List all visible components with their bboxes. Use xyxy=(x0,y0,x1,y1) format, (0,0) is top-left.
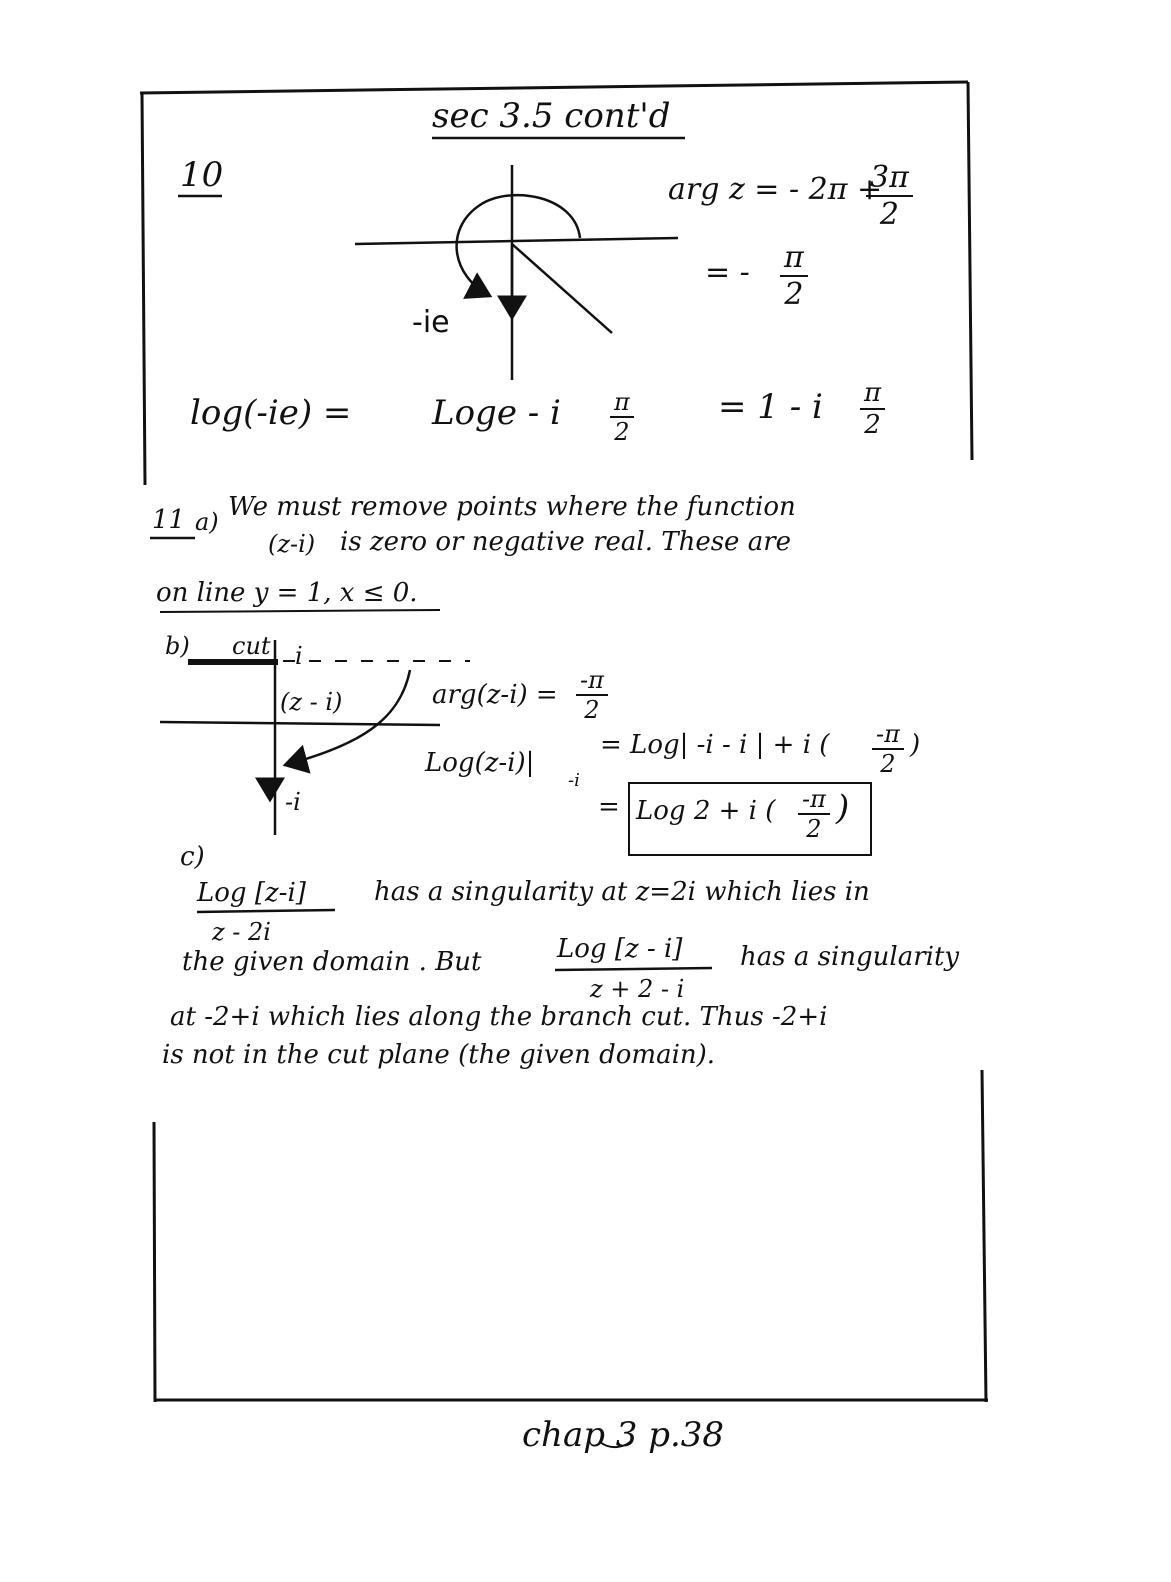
answer-box-fraction xyxy=(798,785,830,843)
arg-z-minus-i: arg(z-i) = xyxy=(432,680,558,710)
line-condition-underline xyxy=(160,610,440,612)
log-right-num: π xyxy=(860,378,885,410)
part-b-label: b) xyxy=(165,632,190,660)
part-a-line-2: is zero or negative real. These are xyxy=(340,527,792,557)
log-middle-fraction xyxy=(610,388,634,446)
arg-line-2: = - xyxy=(705,255,750,290)
log-middle-num: π xyxy=(610,388,634,418)
part-a-line-1: We must remove points where the function xyxy=(228,492,796,522)
point-label-minus-ie: -ie xyxy=(412,305,450,340)
c-fraction-1-num: Log [z-i] xyxy=(197,878,306,908)
part-c-line-1: has a singularity at z=2i which lies in xyxy=(374,877,870,907)
log-middle-den: 2 xyxy=(614,418,630,446)
point-i-label: i xyxy=(295,642,303,670)
arg-line-1-num: 3π xyxy=(866,160,913,197)
log-z-minus-i-right: = Log| -i - i | + i ( xyxy=(600,730,830,760)
log-right-den: 2 xyxy=(864,410,881,440)
arg-line-1-fraction xyxy=(866,160,913,232)
part-c-line-3: at -2+i which lies along the branch cut. Thus -2+i xyxy=(170,1002,828,1032)
arg-line-2-fraction xyxy=(780,240,808,312)
log-minus-ie-left: log(-ie) = xyxy=(190,393,352,433)
c-fraction-1-den: z - 2i xyxy=(212,918,271,946)
problem-10-number: 10 xyxy=(180,155,224,195)
arg-line-1: arg z = - 2π + xyxy=(668,172,883,207)
log-right-fraction xyxy=(860,378,885,440)
p11b-axes xyxy=(160,640,470,835)
answer-box-text: Log 2 + i ( xyxy=(636,796,776,826)
answer-box-den: 2 xyxy=(806,815,822,843)
c-frac2-bar xyxy=(555,968,712,970)
log-minus-ie-middle: Loge - i xyxy=(432,393,561,433)
z-minus-i-label: (z - i) xyxy=(280,688,343,716)
log-line-2-equals: = xyxy=(598,792,620,822)
arg-z-minus-i-den: 2 xyxy=(584,696,600,724)
bottom-frame xyxy=(154,1070,988,1402)
part-a-paren: (z-i) xyxy=(268,530,316,558)
branch-cut-label: cut xyxy=(232,632,271,660)
c-fraction-2-num: Log [z - i] xyxy=(557,934,683,964)
answer-box-close: ) xyxy=(836,788,850,828)
page-title: sec 3.5 cont'd xyxy=(432,96,671,136)
arg-z-minus-i-fraction xyxy=(576,666,608,724)
p10-axes xyxy=(355,165,678,380)
arg-line-1-den: 2 xyxy=(879,197,899,232)
log-line-1-den: 2 xyxy=(880,750,896,778)
log-line-1-fraction xyxy=(872,720,904,778)
problem-11-number: 11 xyxy=(152,505,186,535)
part-a-label: a) xyxy=(195,508,219,536)
answer-box-num: -π xyxy=(798,785,830,815)
part-c-line-2a: the given domain . But xyxy=(182,947,482,977)
page-footer: chap 3 p.38 xyxy=(522,1415,725,1455)
arg-line-2-den: 2 xyxy=(784,277,804,312)
part-a-line-3: on line y = 1, x ≤ 0. xyxy=(156,578,418,608)
log-line-1-num: -π xyxy=(872,720,904,750)
part-c-label: c) xyxy=(180,842,205,872)
c-fraction-2-den: z + 2 - i xyxy=(590,975,685,1003)
part-c-line-4: is not in the cut plane (the given domain). xyxy=(162,1040,716,1070)
arg-line-2-num: π xyxy=(780,240,808,277)
log-z-minus-i-left: Log(z-i)| xyxy=(425,748,535,778)
log-minus-ie-right: = 1 - i xyxy=(718,387,823,427)
part-c-line-2b: has a singularity xyxy=(740,942,960,972)
log-z-minus-i-sub: -i xyxy=(568,770,580,791)
point-minus-i-label: -i xyxy=(285,788,301,816)
arg-z-minus-i-num: -π xyxy=(576,666,608,696)
log-line-1-close: ) xyxy=(910,730,921,760)
c-frac1-bar xyxy=(197,910,335,912)
